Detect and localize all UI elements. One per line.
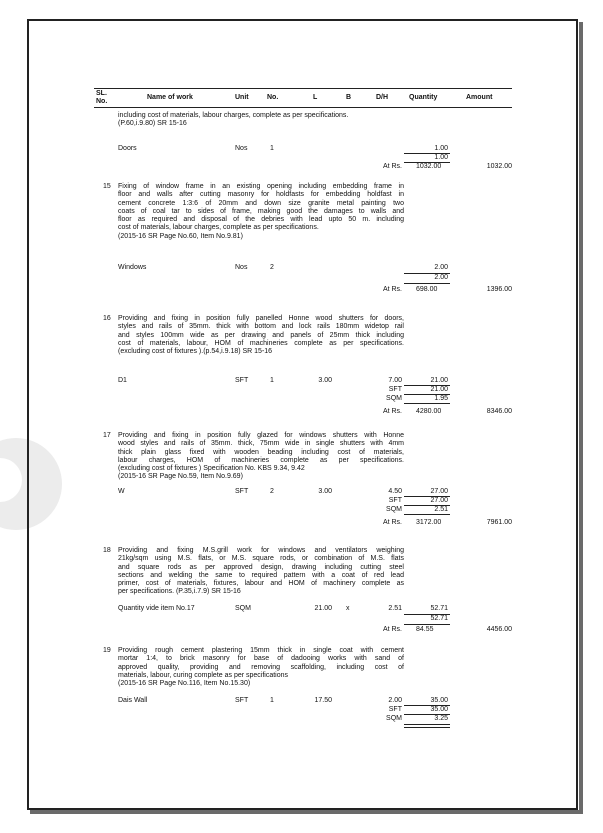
measure-number: 1 — [270, 377, 274, 384]
page-shadow-bottom — [30, 810, 583, 814]
measure-unit: SFT — [235, 377, 249, 384]
amount-value: 4456.00 — [486, 626, 512, 633]
unit-sqm-label: SQM — [386, 395, 402, 402]
description-line: floor and walls after cutting masonry for holdfasts for embedding holdfast in — [118, 191, 404, 199]
description-line: (excluding cost of fixtures ) Specification No. KBS 9.34, 9.42 — [118, 465, 305, 473]
amount-value: 7961.00 — [486, 519, 512, 526]
description-line: thick plain glass fixed with wooden beading including cost of materials, — [118, 448, 404, 456]
measure-name: Windows — [118, 264, 147, 271]
header-name-of-work: Name of work — [147, 94, 193, 101]
description-line: Providing rough cement plastering 15mm thick in single coat with cement — [118, 647, 404, 654]
header-amount: Amount — [466, 94, 493, 101]
item-15-description — [118, 183, 404, 241]
description-line: cost of materials, labour charges, complete as per specifications. — [118, 224, 319, 232]
description-line: per specifications. (P.35,i.7.9) SR 15-16 — [118, 588, 241, 596]
quantity-total: 27.00 — [430, 497, 448, 504]
length-value: 3.00 — [318, 488, 332, 495]
amount-value: 1396.00 — [486, 286, 512, 293]
unit-sqm-label: SQM — [386, 506, 402, 513]
description-line: materials, labour, curing complete as per specifications — [118, 671, 289, 679]
sum-rule — [404, 724, 450, 725]
quantity-value: 2.00 — [434, 264, 448, 271]
quantity-value: 1.00 — [434, 145, 448, 152]
description-line: sections and welding the same to required pattern with a coat of red lead — [118, 571, 404, 579]
description-line: (2015-16 SR Page No.116, Item No.15.30) — [118, 680, 251, 688]
item-16-description — [118, 315, 404, 356]
rate-value: 4280.00 — [416, 408, 442, 415]
measure-number: 2 — [270, 488, 274, 495]
measure-name: W — [118, 488, 125, 495]
sum-rule — [404, 727, 450, 728]
quantity-total: 21.00 — [430, 386, 448, 393]
at-rs-label: At Rs. — [382, 286, 402, 293]
sum-rule — [404, 283, 450, 284]
unit-sft-label: SFT — [388, 706, 402, 713]
item-number: 15 — [103, 183, 111, 190]
quantity-total: 52.71 — [430, 615, 448, 622]
measure-name: D1 — [118, 377, 127, 384]
description-line: styles and rails of 35mm. thick with bottom and lock rails 180mm widetop rail — [118, 323, 404, 331]
measure-number: 1 — [270, 697, 274, 704]
height-value: 7.00 — [388, 377, 402, 384]
quantity-value: 27.00 — [430, 488, 448, 495]
description-line: cost of materials, labour, HOM of machineries complete as per specifications. — [118, 339, 404, 347]
measure-unit: SFT — [235, 697, 249, 704]
height-value: 2.00 — [388, 697, 402, 704]
cont-description — [118, 112, 404, 129]
rate-value: 3172.00 — [416, 519, 442, 526]
item-17-description — [118, 432, 404, 482]
item-number: 16 — [103, 315, 111, 322]
sum-rule — [404, 514, 450, 515]
measure-number: 1 — [270, 145, 274, 152]
rate-value: 1032.00 — [416, 163, 442, 170]
measure-name: Dais Wall — [118, 697, 148, 704]
item-19-description — [118, 647, 404, 688]
description-line: approved quality, providing and removing scaffolding, including cost of — [118, 663, 404, 671]
description-line: and square rods as per approved design, drawing including cutting steel — [118, 563, 404, 571]
header-sl: SL. — [96, 90, 107, 97]
header-sl-no: No. — [96, 98, 108, 105]
item-number: 18 — [103, 547, 111, 554]
description-line: (2015-16 SR Page No.60, Item No.9.81) — [118, 232, 243, 240]
item-18-description — [118, 547, 404, 597]
description-line: labour charges, HOM of machineries complete as per specifications. — [118, 456, 404, 464]
description-line: mortar 1:4, to brick masonry for base of dadooing works with sand of — [118, 655, 404, 663]
measure-unit: SQM — [235, 605, 251, 612]
unit-sft-label: SFT — [388, 497, 402, 504]
quantity-sqm: 3.25 — [434, 715, 448, 722]
quantity-total: 1.00 — [434, 154, 448, 161]
description-line: and styles 100mm wide as per drawing and panels of 25mm thick including — [118, 331, 404, 339]
at-rs-label: At Rs. — [382, 626, 402, 633]
description-line: 21kg/sqm using M.S. flats, or M.S. square rods, or combination of M.S. flats — [118, 555, 404, 563]
multiply-sign: x — [346, 605, 350, 612]
description-line: cement concrete 1:3:6 of 20mm and down size granite metal painting two — [118, 199, 404, 207]
description-line: (2015-16 SR Page No.59, Item No.9.69) — [118, 473, 243, 481]
rate-value: 698.00 — [416, 286, 438, 293]
quantity-total: 2.00 — [434, 274, 448, 281]
description-line: coats of coal tar to sides of frame, making good the damages to walls and — [118, 207, 404, 215]
amount-value: 1032.00 — [486, 163, 512, 170]
description-line: (P.60,i.9.80) SR 15-16 — [118, 120, 187, 128]
quantity-total: 35.00 — [430, 706, 448, 713]
description-line: floor as required and disposal of the debries with lead upto 50 m. including — [118, 216, 404, 224]
measure-name: Doors — [118, 145, 137, 152]
length-value: 3.00 — [318, 377, 332, 384]
header-rule-top — [94, 88, 512, 89]
header-unit: Unit — [235, 94, 249, 101]
height-value: 2.51 — [388, 605, 402, 612]
item-number: 19 — [103, 647, 111, 654]
description-line: primer, cost of materials, fixtures, labour and HOM of machinery complete as — [118, 580, 404, 588]
header-number: No. — [267, 94, 279, 101]
header-quantity: Quantity — [409, 94, 438, 101]
rate-value: 84.55 — [416, 626, 434, 633]
quantity-sqm: 2.51 — [434, 506, 448, 513]
description-line: Providing and fixing M.S.grill work for windows and ventilators weighing — [118, 547, 404, 554]
unit-sqm-label: SQM — [386, 715, 402, 722]
length-value: 21.00 — [314, 605, 332, 612]
quantity-value: 21.00 — [430, 377, 448, 384]
measure-unit: SFT — [235, 488, 249, 495]
header-rule-bottom — [94, 107, 512, 108]
measure-name: Quantity vide item No.17 — [118, 605, 195, 612]
at-rs-label: At Rs. — [382, 519, 402, 526]
description-line: wood styles and rails of 35mm. thick, 75mm wide in single shutters with 4mm — [118, 440, 404, 448]
description-line: (excluding cost of fixtures ).(p.54,i.9.18) SR 15-16 — [118, 348, 273, 356]
header-length: L — [313, 94, 318, 101]
amount-value: 8346.00 — [486, 408, 512, 415]
description-line: Providing and fixing in position fully panelled Honne wood shutters for doors, — [118, 315, 404, 322]
quantity-value: 52.71 — [430, 605, 448, 612]
length-value: 17.50 — [314, 697, 332, 704]
at-rs-label: At Rs. — [382, 408, 402, 415]
quantity-value: 35.00 — [430, 697, 448, 704]
height-value: 4.50 — [388, 488, 402, 495]
measure-number: 2 — [270, 264, 274, 271]
description-line: Fixing of window frame in an existing opening including embedding frame in — [118, 183, 404, 190]
sum-rule — [404, 403, 450, 404]
page-shadow-right — [579, 22, 583, 812]
at-rs-label: At Rs. — [382, 163, 402, 170]
description-line: including cost of materials, labour charges, complete as per specifications. — [118, 112, 349, 119]
measure-unit: Nos — [235, 145, 248, 152]
header-depth-height: D/H — [376, 94, 389, 101]
quantity-sqm: 1.95 — [434, 395, 448, 402]
header-breadth: B — [346, 94, 352, 101]
unit-sft-label: SFT — [388, 386, 402, 393]
measure-unit: Nos — [235, 264, 248, 271]
description-line: Providing and fixing in position fully glazed for windows shutters with Honne — [118, 432, 404, 439]
sum-rule — [404, 624, 450, 625]
item-number: 17 — [103, 432, 111, 439]
